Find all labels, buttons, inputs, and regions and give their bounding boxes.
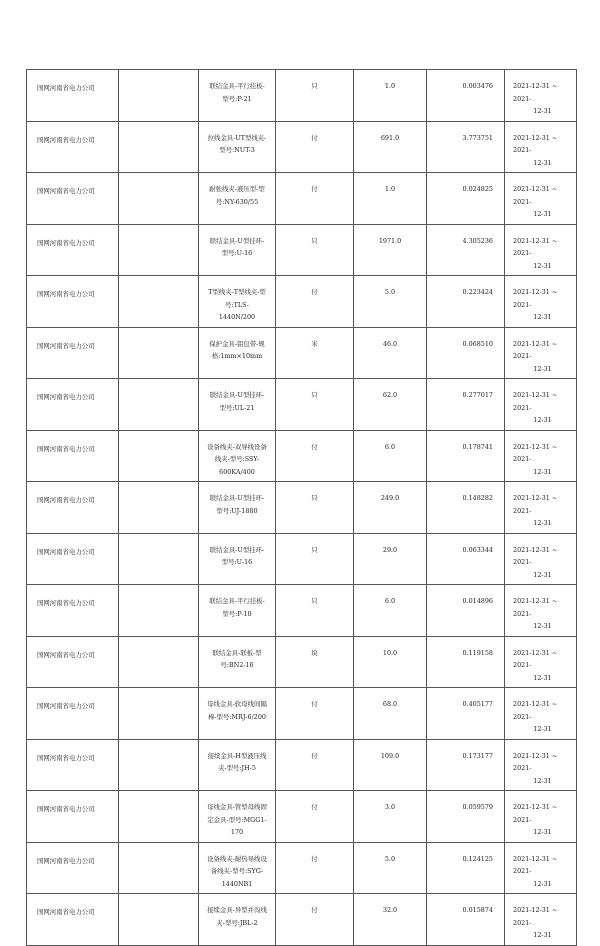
date-range-start: 2021-12-31 ~ 2021- — [513, 288, 558, 309]
date-range-start: 2021-12-31 ~ 2021- — [513, 185, 558, 206]
amount-cell: 0.148282 — [427, 482, 505, 534]
table-row — [27, 430, 577, 482]
table-row — [27, 482, 577, 534]
quantity-cell: 6.0 — [354, 585, 427, 637]
material-name-cell: 联结金具-U型挂环-型号:UJ-1880 — [199, 482, 276, 534]
table-row — [27, 791, 577, 843]
date-range-cell — [505, 430, 577, 482]
quantity-cell: 10.0 — [354, 636, 427, 688]
procurement-table — [26, 69, 577, 946]
date-range-start: 2021-12-31 ~ 2021- — [513, 82, 558, 103]
date-range-cell — [505, 894, 577, 946]
table-row — [27, 379, 577, 431]
date-range-cell — [505, 739, 577, 791]
amount-cell: 0.178741 — [427, 430, 505, 482]
date-range-end: 12-31 — [533, 622, 552, 630]
amount-cell: 0.068510 — [427, 327, 505, 379]
date-range-cell — [505, 533, 577, 585]
blank-cell — [119, 482, 199, 534]
date-range-start: 2021-12-31 ~ 2021- — [513, 494, 558, 515]
date-range-end: 12-31 — [533, 158, 552, 167]
company-cell: 国网河南省电力公司 — [27, 533, 119, 585]
amount-cell: 0.014896 — [427, 585, 505, 637]
unit-cell: 付 — [276, 739, 354, 791]
unit-cell: 只 — [276, 585, 354, 637]
date-range-end: 12-31 — [533, 776, 552, 785]
company-cell: 国网河南省电力公司 — [27, 791, 119, 843]
amount-cell: 4.305236 — [427, 224, 505, 276]
material-name-cell: T型线夹-T型线夹-型号:TLS-1440N/200 — [199, 276, 276, 328]
date-range-cell — [505, 379, 577, 431]
amount-cell: 0.277017 — [427, 379, 505, 431]
date-range-start: 2021-12-31 ~ 2021- — [513, 133, 558, 154]
amount-cell: 0.119158 — [427, 636, 505, 688]
unit-cell: 米 — [276, 327, 354, 379]
blank-cell — [119, 70, 199, 122]
date-range-start: 2021-12-31 ~ 2021- — [513, 700, 558, 721]
company-cell: 国网河南省电力公司 — [27, 585, 119, 637]
date-range-start: 2021-12-31 ~ 2021- — [513, 442, 558, 463]
amount-cell: 0.024825 — [427, 173, 505, 225]
date-range-end: 12-31 — [533, 931, 552, 939]
quantity-cell: 46.0 — [354, 327, 427, 379]
unit-cell: 只 — [276, 379, 354, 431]
date-range-cell — [505, 121, 577, 173]
date-range-cell — [505, 585, 577, 637]
unit-cell: 付 — [276, 791, 354, 843]
date-range-cell — [505, 482, 577, 534]
quantity-cell: 29.0 — [354, 533, 427, 585]
unit-cell: 只 — [276, 70, 354, 122]
company-cell: 国网河南省电力公司 — [27, 121, 119, 173]
date-range-cell — [505, 224, 577, 276]
quantity-cell: 1.0 — [354, 173, 427, 225]
blank-cell — [119, 224, 199, 276]
unit-cell: 付 — [276, 276, 354, 328]
material-name-cell: 设备线夹-双导线设备线夹-型号:SSY-600KA/400 — [199, 430, 276, 482]
date-range-cell — [505, 173, 577, 225]
quantity-cell: 5.0 — [354, 842, 427, 894]
blank-cell — [119, 585, 199, 637]
unit-cell: 付 — [276, 173, 354, 225]
material-name-cell: 联结金具-平行挂板-型号:P-21 — [199, 70, 276, 122]
material-name-cell: 联结金具-U型挂环-型号:UL-21 — [199, 379, 276, 431]
material-name-cell: 接续金具-H型液压线夹-型号:JH-5 — [199, 739, 276, 791]
material-name-cell: 母线金具-软母线间隔棒-型号:MRJ-6/200 — [199, 688, 276, 740]
date-range-end: 12-31 — [533, 519, 552, 527]
unit-cell: 付 — [276, 894, 354, 946]
date-range-start: 2021-12-31 ~ 2021- — [513, 236, 558, 257]
material-name-cell: 联结金具-U型挂环-型号:U-16 — [199, 224, 276, 276]
material-name-cell: 联结金具-联板-型号:BN2-16 — [199, 636, 276, 688]
amount-cell: 3.773751 — [427, 121, 505, 173]
material-name-cell: 接续金具-异型并沟线夹-型号:JBL-2 — [199, 894, 276, 946]
blank-cell — [119, 327, 199, 379]
date-range-start: 2021-12-31 ~ 2021- — [513, 648, 558, 669]
blank-cell — [119, 894, 199, 946]
table-row — [27, 327, 577, 379]
company-cell: 国网河南省电力公司 — [27, 842, 119, 894]
quantity-cell: 68.0 — [354, 688, 427, 740]
blank-cell — [119, 533, 199, 585]
quantity-cell: 62.0 — [354, 379, 427, 431]
unit-cell: 只 — [276, 224, 354, 276]
blank-cell — [119, 739, 199, 791]
table-row — [27, 894, 577, 946]
date-range-end: 12-31 — [533, 673, 552, 682]
company-cell: 国网河南省电力公司 — [27, 276, 119, 328]
date-range-end: 12-31 — [533, 828, 552, 836]
company-cell: 国网河南省电力公司 — [27, 224, 119, 276]
amount-cell: 0.124125 — [427, 842, 505, 894]
table-row — [27, 224, 577, 276]
date-range-start: 2021-12-31 ~ 2021- — [513, 597, 558, 618]
amount-cell: 0.405177 — [427, 688, 505, 740]
quantity-cell: 109.0 — [354, 739, 427, 791]
material-name-cell: 母线金具-管型母线固定金具-型号:MGG1-170 — [199, 791, 276, 843]
date-range-start: 2021-12-31 ~ 2021- — [513, 545, 558, 566]
company-cell: 国网河南省电力公司 — [27, 739, 119, 791]
blank-cell — [119, 688, 199, 740]
date-range-cell — [505, 688, 577, 740]
unit-cell: 付 — [276, 688, 354, 740]
table-row — [27, 173, 577, 225]
table-body — [27, 70, 577, 946]
date-range-end: 12-31 — [533, 725, 552, 733]
amount-cell: 0.015874 — [427, 894, 505, 946]
amount-cell: 0.003476 — [427, 70, 505, 122]
material-name-cell: 联结金具-U型挂环-型号:U-16 — [199, 533, 276, 585]
blank-cell — [119, 173, 199, 225]
amount-cell: 0.223424 — [427, 276, 505, 328]
date-range-cell — [505, 70, 577, 122]
date-range-cell — [505, 636, 577, 688]
amount-cell: 0.173177 — [427, 739, 505, 791]
date-range-cell — [505, 276, 577, 328]
date-range-cell — [505, 327, 577, 379]
blank-cell — [119, 842, 199, 894]
blank-cell — [119, 121, 199, 173]
company-cell: 国网河南省电力公司 — [27, 430, 119, 482]
company-cell: 国网河南省电力公司 — [27, 894, 119, 946]
quantity-cell: 6.0 — [354, 430, 427, 482]
material-name-cell: 拉线金具-UT型线夹-型号:NUT-3 — [199, 121, 276, 173]
table-row — [27, 276, 577, 328]
amount-cell: 0.059579 — [427, 791, 505, 843]
blank-cell — [119, 636, 199, 688]
blank-cell — [119, 430, 199, 482]
date-range-start: 2021-12-31 ~ 2021- — [513, 803, 558, 824]
quantity-cell: 691.0 — [354, 121, 427, 173]
date-range-cell — [505, 842, 577, 894]
company-cell: 国网河南省电力公司 — [27, 482, 119, 534]
unit-cell: 只 — [276, 482, 354, 534]
date-range-end: 12-31 — [533, 210, 552, 218]
unit-cell: 块 — [276, 636, 354, 688]
table-row — [27, 70, 577, 122]
quantity-cell: 5.0 — [354, 276, 427, 328]
table-row — [27, 739, 577, 791]
amount-cell: 0.063344 — [427, 533, 505, 585]
date-range-start: 2021-12-31 ~ 2021- — [513, 906, 558, 927]
table-row — [27, 585, 577, 637]
quantity-cell: 1.0 — [354, 70, 427, 122]
blank-cell — [119, 276, 199, 328]
company-cell: 国网河南省电力公司 — [27, 173, 119, 225]
company-cell: 国网河南省电力公司 — [27, 636, 119, 688]
quantity-cell: 3.0 — [354, 791, 427, 843]
blank-cell — [119, 791, 199, 843]
blank-cell — [119, 379, 199, 431]
date-range-cell — [505, 791, 577, 843]
date-range-end: 12-31 — [533, 879, 552, 888]
table-row — [27, 533, 577, 585]
company-cell: 国网河南省电力公司 — [27, 70, 119, 122]
material-name-cell: 保护金具-铝包带-规格:1mm×10mm — [199, 327, 276, 379]
date-range-end: 12-31 — [533, 364, 552, 373]
date-range-end: 12-31 — [533, 313, 552, 321]
unit-cell: 付 — [276, 121, 354, 173]
date-range-start: 2021-12-31 ~ 2021- — [513, 339, 558, 360]
table-row — [27, 842, 577, 894]
date-range-start: 2021-12-31 ~ 2021- — [513, 854, 558, 875]
date-range-start: 2021-12-31 ~ 2021- — [513, 751, 558, 772]
material-name-cell: 耐张线夹-液压型-型号:NY-630/55 — [199, 173, 276, 225]
quantity-cell: 1971.0 — [354, 224, 427, 276]
material-name-cell: 联结金具-平行挂板-型号:P-10 — [199, 585, 276, 637]
company-cell: 国网河南省电力公司 — [27, 327, 119, 379]
date-range-end: 12-31 — [533, 107, 552, 115]
quantity-cell: 249.0 — [354, 482, 427, 534]
unit-cell: 只 — [276, 533, 354, 585]
date-range-end: 12-31 — [533, 416, 552, 424]
quantity-cell: 32.0 — [354, 894, 427, 946]
company-cell: 国网河南省电力公司 — [27, 379, 119, 431]
date-range-end: 12-31 — [533, 261, 552, 270]
date-range-end: 12-31 — [533, 570, 552, 579]
table-row — [27, 121, 577, 173]
unit-cell: 付 — [276, 842, 354, 894]
company-cell: 国网河南省电力公司 — [27, 688, 119, 740]
table-row — [27, 688, 577, 740]
unit-cell: 付 — [276, 430, 354, 482]
date-range-end: 12-31 — [533, 467, 552, 476]
material-name-cell: 设备线夹-耐热导线设备线夹-型号:SYG-1440NB1 — [199, 842, 276, 894]
date-range-start: 2021-12-31 ~ 2021- — [513, 391, 558, 412]
table-row — [27, 636, 577, 688]
